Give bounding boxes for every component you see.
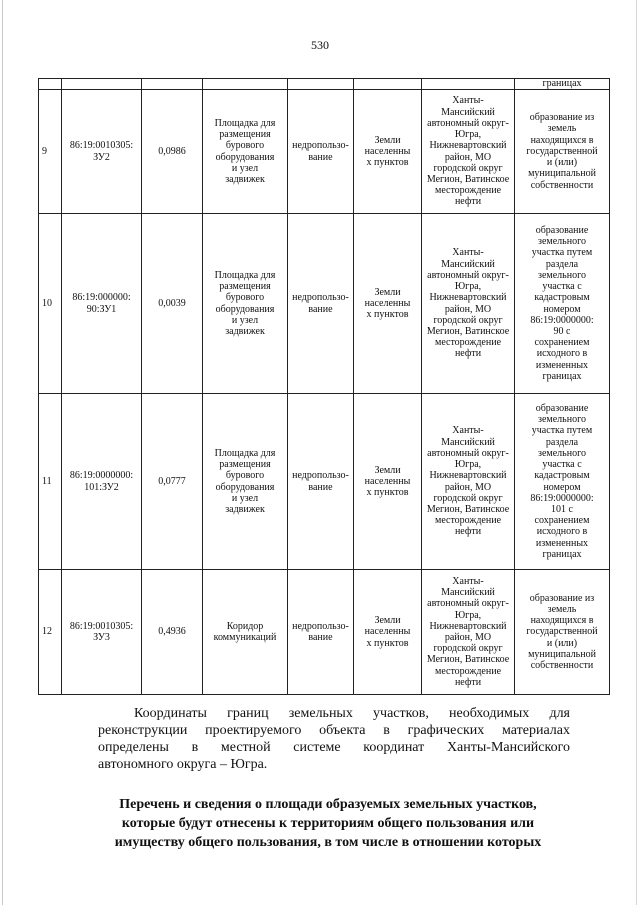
row-number: 11 <box>39 394 62 570</box>
formation-method: образование земельного участка путем раздела земельного участка с кадастровым номером 86:19:0000000: 101 с сохранением исходного в измененных границах <box>515 394 610 570</box>
land-plots-table <box>38 78 610 695</box>
plot-area: 0,0039 <box>142 214 203 394</box>
paragraph-line: автономного округа – Югра. <box>98 757 268 772</box>
page-number: 530 <box>311 38 329 52</box>
heading-line: которые будут отнесены к территориям общего пользования или <box>121 816 535 831</box>
formation-method: образование из земель находящихся в государственной и (или) муниципальной собственности <box>515 570 610 695</box>
scan-edge-left <box>2 0 3 905</box>
plot-location: Ханты- Мансийский автономный округ- Югра, Нижневартовский район, МО городской округ Мегион, Ватинское месторождение нефти <box>422 214 515 394</box>
heading-line: Перечень и сведения о площади образуемых земельных участков, <box>119 797 537 812</box>
cadastral-number: 86:19:0010305: ЗУ3 <box>62 570 142 695</box>
paragraph-line: определены в местной системе координат Ханты-Мансийского <box>98 740 570 755</box>
formation-method: образование из земель находящихся в государственной и (или) муниципальной собственности <box>515 90 610 214</box>
plot-area: 0,0986 <box>142 90 203 214</box>
table-row <box>39 394 610 570</box>
plot-location: Ханты- Мансийский автономный округ- Югра, Нижневартовский район, МО городской округ Мегион, Ватинское месторождение нефти <box>422 394 515 570</box>
row-number: 12 <box>39 570 62 695</box>
table-row-continuation <box>39 79 610 90</box>
plot-location: Ханты- Мансийский автономный округ- Югра, Нижневартовский район, МО городской округ Мегион, Ватинское месторождение нефти <box>422 570 515 695</box>
table-row <box>39 214 610 394</box>
plot-area: 0,0777 <box>142 394 203 570</box>
cadastral-number: 86:19:0000000: 101:ЗУ2 <box>62 394 142 570</box>
table-row <box>39 570 610 695</box>
scan-edge-right <box>636 0 637 905</box>
coordinates-paragraph <box>98 705 570 773</box>
plot-purpose: Коридор коммуникаций <box>203 570 288 695</box>
plot-purpose: Площадка для размещения бурового оборудования и узел задвижек <box>203 90 288 214</box>
land-category: Земли населенны х пунктов <box>354 214 422 394</box>
plot-area: 0,4936 <box>142 570 203 695</box>
plot-purpose: Площадка для размещения бурового оборудования и узел задвижек <box>203 394 288 570</box>
usage-right: недропользо- вание <box>288 214 354 394</box>
land-category: Земли населенны х пунктов <box>354 570 422 695</box>
section-heading <box>88 795 568 852</box>
cadastral-number: 86:19:000000: 90:ЗУ1 <box>62 214 142 394</box>
table-row <box>39 90 610 214</box>
land-category: Земли населенны х пунктов <box>354 90 422 214</box>
usage-right: недропользо- вание <box>288 570 354 695</box>
row-number: 9 <box>39 90 62 214</box>
plot-location: Ханты- Мансийский автономный округ- Югра, Нижневартовский район, МО городской округ Мегион, Ватинское месторождение нефти <box>422 90 515 214</box>
paragraph-line: реконструкции проектируемого объекта в графических материалах <box>98 723 570 738</box>
land-category: Земли населенны х пунктов <box>354 394 422 570</box>
formation-method: образование земельного участка путем раздела земельного участка с кадастровым номером 86:19:0000000: 90 с сохранением исходного в измененных границах <box>515 214 610 394</box>
usage-right: недропользо- вание <box>288 90 354 214</box>
usage-right: недропользо- вание <box>288 394 354 570</box>
plot-purpose: Площадка для размещения бурового оборудования и узел задвижек <box>203 214 288 394</box>
continuation-text: границах <box>515 79 610 90</box>
cadastral-number: 86:19:0010305: ЗУ2 <box>62 90 142 214</box>
heading-line: имуществу общего пользования, в том числе в отношении которых <box>114 835 542 850</box>
paragraph-line: Координаты границ земельных участков, необходимых для <box>134 706 570 721</box>
row-number: 10 <box>39 214 62 394</box>
